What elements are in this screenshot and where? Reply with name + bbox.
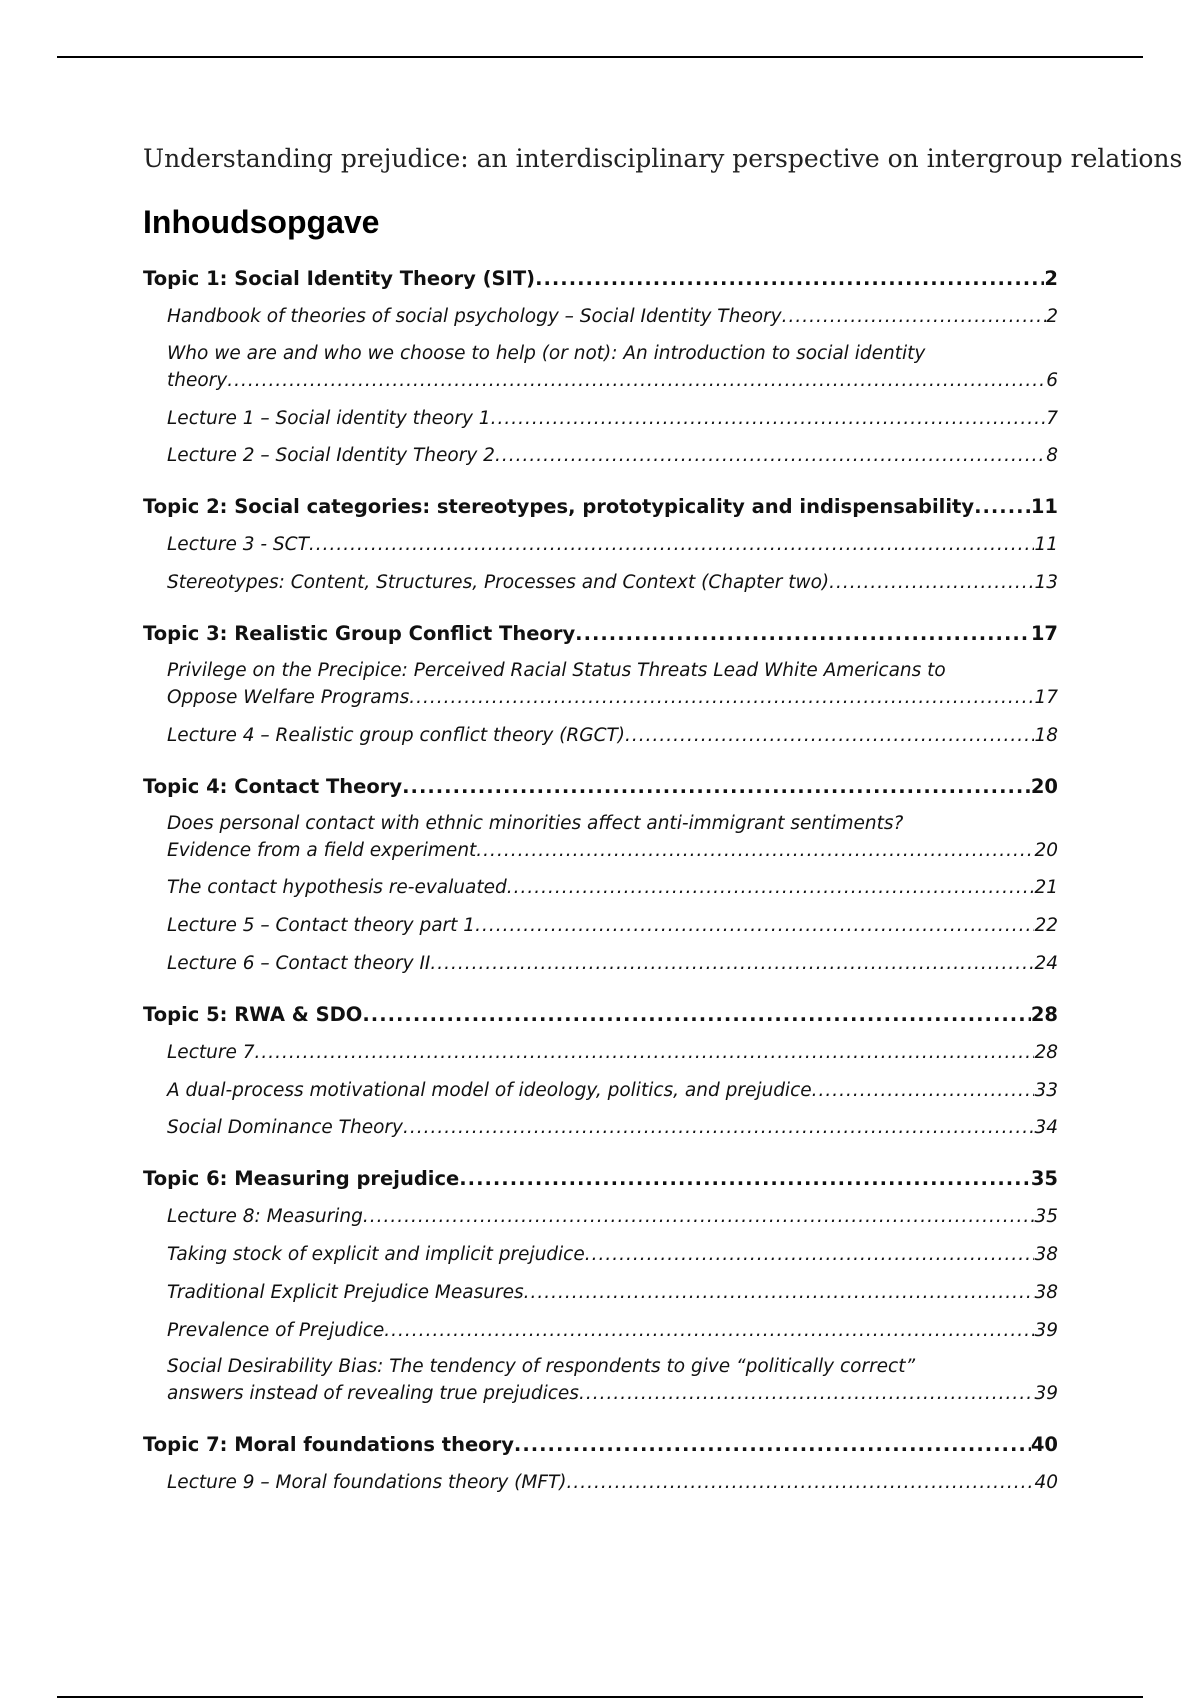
- toc-subentry[interactable]: [143, 1469, 1058, 1497]
- dot-leader: [579, 1381, 1035, 1408]
- dot-leader: [227, 368, 1046, 395]
- toc-page-number: 17: [1030, 621, 1058, 645]
- toc-topic-entry[interactable]: [143, 619, 1058, 648]
- toc-entry-title: Lecture 5 – Contact theory part 1: [167, 915, 476, 937]
- toc-subentry[interactable]: [143, 1317, 1058, 1345]
- toc-subentry[interactable]: [143, 1039, 1058, 1067]
- toc-subentry[interactable]: [143, 1241, 1058, 1269]
- toc-topic-entry[interactable]: [143, 264, 1058, 293]
- toc-page-number: 33: [1034, 1079, 1058, 1101]
- dot-leader: [495, 442, 1046, 470]
- toc-topic-entry[interactable]: [143, 1164, 1058, 1193]
- toc-page-number: 2: [1046, 306, 1058, 328]
- toc-entry-title: Prevalence of Prejudice: [167, 1319, 385, 1341]
- toc-entry-title: Lecture 7: [167, 1041, 255, 1063]
- toc-page-number: 39: [1034, 1319, 1058, 1341]
- toc-entry-title: Topic 5: RWA & SDO: [143, 1002, 363, 1026]
- toc-entry-title: Lecture 4 – Realistic group conflict theory (RGCT): [167, 724, 626, 746]
- toc-entry-title: Topic 6: Measuring prejudice: [143, 1167, 460, 1191]
- dot-leader: [575, 619, 1031, 648]
- toc-page-number: 38: [1034, 1281, 1058, 1303]
- dot-leader: [403, 1114, 1034, 1142]
- toc-entry-title: Lecture 2 – Social Identity Theory 2: [167, 445, 495, 467]
- toc-page-number: 18: [1034, 724, 1058, 746]
- toc-topic-entry[interactable]: [143, 1000, 1058, 1029]
- toc-subentry[interactable]: [143, 658, 1058, 712]
- toc-entry-title: Lecture 9 – Moral foundations theory (MFT): [167, 1472, 567, 1494]
- dot-leader: [514, 1430, 1031, 1459]
- toc-page-number: 6: [1046, 369, 1058, 391]
- dot-leader: [535, 264, 1044, 293]
- toc-subentry[interactable]: [143, 442, 1058, 470]
- toc-page-number: 20: [1030, 774, 1058, 798]
- dot-leader: [567, 1469, 1035, 1497]
- toc-subentry[interactable]: [143, 722, 1058, 750]
- dot-leader: [363, 1203, 1035, 1231]
- dot-leader: [362, 1000, 1030, 1029]
- toc-entry-title: Taking stock of explicit and implicit prejudice: [167, 1244, 585, 1266]
- toc-page-number: 20: [1034, 839, 1058, 861]
- dot-leader: [812, 1077, 1035, 1105]
- toc-page-number: 40: [1030, 1433, 1058, 1456]
- toc-entry-title: Topic 3: Realistic Group Conflict Theory: [143, 621, 576, 645]
- toc-page-number: 7: [1046, 407, 1058, 429]
- toc-entry-title: Traditional Explicit Prejudice Measures: [167, 1281, 524, 1303]
- dot-leader: [507, 874, 1035, 902]
- toc-entry-title: Lecture 6 – Contact theory II: [167, 952, 431, 974]
- toc-page-number: 35: [1034, 1206, 1058, 1228]
- toc-page-number: 2: [1044, 267, 1058, 290]
- toc-page-number: 13: [1034, 572, 1058, 594]
- toc-entry-title: Lecture 1 – Social identity theory 1: [167, 407, 491, 429]
- table-of-contents: [143, 264, 1058, 1497]
- toc-page-number: 38: [1034, 1244, 1058, 1266]
- toc-entry-title: Lecture 3 - SCT: [167, 534, 309, 556]
- toc-subentry[interactable]: [143, 569, 1058, 597]
- toc-entry-title: answers instead of revealing true prejudices: [167, 1383, 579, 1405]
- toc-subentry[interactable]: [143, 1354, 1058, 1408]
- toc-entry-title-line: Does personal contact with ethnic minorities affect anti-immigrant sentiments?: [167, 812, 904, 834]
- toc-page-number: 39: [1034, 1383, 1058, 1405]
- toc-page-number: 11: [1030, 495, 1058, 519]
- toc-page-number: 8: [1046, 445, 1058, 467]
- toc-entry-title: A dual-process motivational model of ideology, politics, and prejudice: [167, 1079, 812, 1101]
- toc-page-number: 35: [1030, 1167, 1058, 1191]
- toc-subentry[interactable]: [143, 341, 1058, 395]
- toc-entry-title: Stereotypes: Content, Structures, Processes and Context (Chapter two): [167, 572, 830, 594]
- toc-page-number: 11: [1034, 534, 1058, 556]
- dot-leader: [974, 492, 1031, 521]
- toc-entry-title: theory: [167, 369, 228, 391]
- toc-entry-title: Topic 7: Moral foundations theory: [143, 1433, 514, 1456]
- toc-subentry[interactable]: [143, 912, 1058, 940]
- dot-leader: [782, 303, 1047, 331]
- toc-page-number: 22: [1034, 915, 1058, 937]
- dot-leader: [459, 1164, 1031, 1193]
- toc-subentry[interactable]: [143, 1203, 1058, 1231]
- toc-page-number: 28: [1030, 1002, 1058, 1026]
- toc-entry-title: Topic 2: Social categories: stereotypes, prototypicality and indispensability: [143, 495, 975, 519]
- toc-entry-title: Lecture 8: Measuring: [167, 1206, 363, 1228]
- toc-page-number: 24: [1034, 952, 1058, 974]
- dot-leader: [409, 685, 1034, 712]
- dot-leader: [402, 772, 1031, 801]
- toc-subentry[interactable]: [143, 303, 1058, 331]
- toc-entry-title: Oppose Welfare Programs: [167, 686, 410, 708]
- toc-entry-title: The contact hypothesis re-evaluated: [167, 877, 507, 899]
- toc-topic-entry[interactable]: [143, 1430, 1058, 1459]
- toc-subentry[interactable]: [143, 874, 1058, 902]
- dot-leader: [524, 1279, 1035, 1307]
- dot-leader: [585, 1241, 1035, 1269]
- toc-heading: Inhoudsopgave: [143, 204, 380, 240]
- dot-leader: [430, 950, 1034, 978]
- dot-leader: [309, 531, 1035, 559]
- toc-page-number: 28: [1034, 1041, 1058, 1063]
- toc-entry-title: Evidence from a field experiment: [167, 839, 477, 861]
- toc-entry-title: Topic 1: Social Identity Theory (SIT): [143, 267, 536, 290]
- dot-leader: [475, 912, 1034, 940]
- toc-subentry[interactable]: [143, 1114, 1058, 1142]
- toc-entry-title-line: Privilege on the Precipice: Perceived Racial Status Threats Lead White Americans to: [167, 660, 946, 682]
- toc-topic-entry[interactable]: [143, 772, 1058, 801]
- toc-subentry[interactable]: [143, 405, 1058, 433]
- dot-leader: [491, 405, 1047, 433]
- toc-entry-title: Topic 4: Contact Theory: [143, 774, 403, 798]
- dot-leader: [625, 722, 1034, 750]
- toc-entry-title-line: Who we are and who we choose to help (or not): An introduction to social identity: [167, 343, 926, 364]
- toc-page-number: 34: [1034, 1117, 1058, 1139]
- dot-leader: [254, 1039, 1034, 1067]
- toc-topic-entry[interactable]: [143, 492, 1058, 521]
- toc-page-number: 17: [1034, 686, 1058, 708]
- toc-entry-title: Handbook of theories of social psychology – Social Identity Theory: [167, 306, 782, 328]
- toc-subentry[interactable]: [143, 531, 1058, 559]
- dot-leader: [476, 838, 1034, 865]
- toc-subentry[interactable]: [143, 1279, 1058, 1307]
- toc-page-number: 21: [1034, 877, 1058, 899]
- toc-page-number: 40: [1034, 1472, 1058, 1494]
- toc-entry-title-line: Social Desirability Bias: The tendency of respondents to give “politically correct”: [167, 1356, 916, 1378]
- header-rule: [57, 56, 1143, 58]
- toc-entry-title: Social Dominance Theory: [167, 1117, 403, 1139]
- dot-leader: [384, 1317, 1034, 1345]
- toc-subentry[interactable]: [143, 1077, 1058, 1105]
- document-title: Understanding prejudice: an interdisciplinary perspective on intergroup relations: [143, 144, 1183, 173]
- footer-rule: [57, 1696, 1143, 1698]
- toc-subentry[interactable]: [143, 811, 1058, 865]
- dot-leader: [829, 569, 1034, 597]
- toc-subentry[interactable]: [143, 950, 1058, 978]
